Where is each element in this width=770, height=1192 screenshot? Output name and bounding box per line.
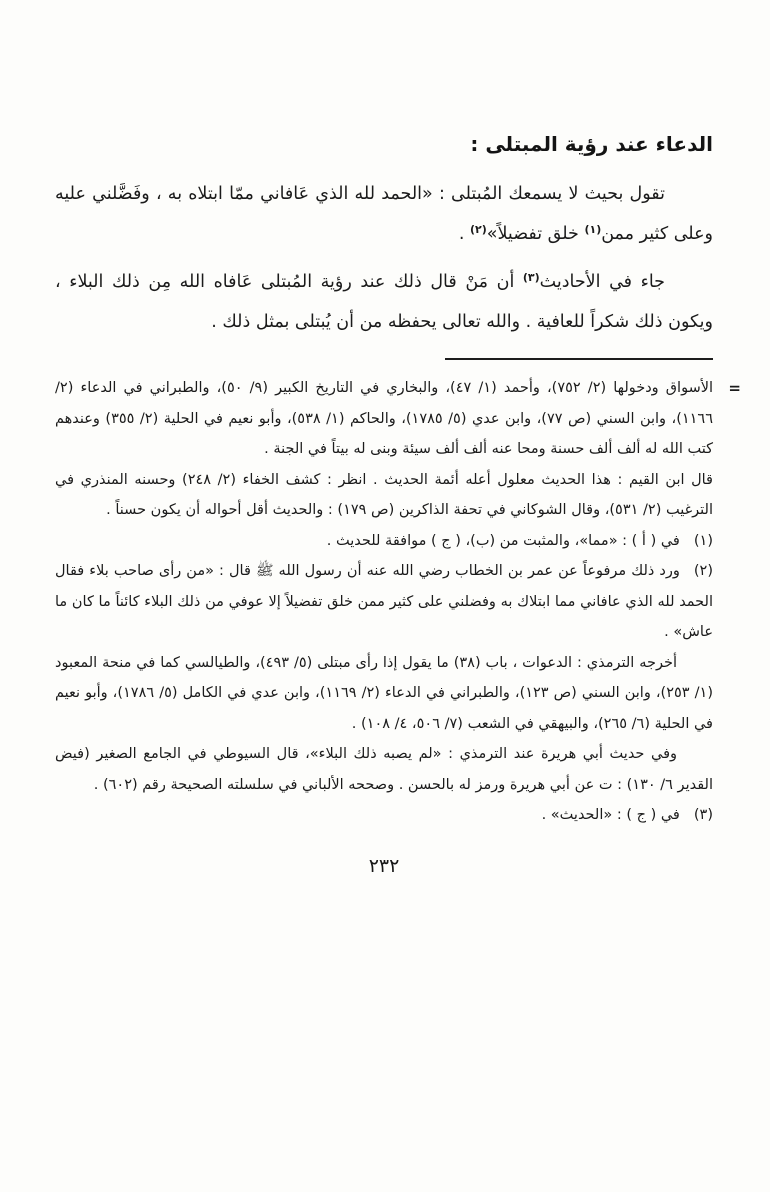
footnote-item-3 (55, 800, 713, 831)
footnote-2-marker: (٢) (693, 563, 713, 579)
body-paragraph-2-text: أن مَنْ قال ذلك عند رؤية المُبتلى عَافاه الله مِن ذلك البلاء ، ويكون ذلك شكراً للعافية . والله تعالى يحفظه من أن يُبتلى بمثل ذلك . (55, 272, 713, 332)
footnotes-section (55, 373, 741, 831)
footnote-continuation-paragraph: الأسواق ودخولها (٢/ ٧٥٢)، وأحمد (١/ ٤٧)، والبخاري في التاريخ الكبير (٩/ ٥٠)، والطبراني في الدعاء (٢/ ١١٦٦)، وابن السني (ص ٧٧)، وابن عدي (٥/ ١٧٨٥)، والحاكم (١/ ٥٣٨)، وأبو نعيم في الحلية (٢/ ٣٥٥) وعندهم كتب الله له ألف ألف حسنة ومحا عنه ألف ألف سيئة وبنى له بيتاً في الجنة . (55, 380, 714, 457)
footnote-1-body: في ( أ ) : «مما»، والمثبت من (ب)، ( ج ) موافقة للحديث . (326, 532, 680, 549)
footnote-1-text (55, 526, 713, 557)
footnote-continuation-paragraph: قال ابن القيم : هذا الحديث معلول أعله أئمة الحديث . انظر : كشف الخفاء (٢/ ٢٤٨) وحسنه المنذري في الترغيب (٢/ ٥٣١)، وقال الشوكاني في تحفة الذاكرين (ص ١٧٩) : والحديث أقل أحواله أن يكون حسناً . (55, 471, 713, 518)
footnote-2-sub-paragraph: وفي حديث أبي هريرة عند الترمذي : «لم يصبه ذلك البلاء»، قال السيوطي في الجامع الصغير (فيض القدير ٦/ ١٣٠) : ت عن أبي هريرة ورمز له بالحسن . وصححه الألباني في سلسلته الصحيحة رقم (٦٠٢) . (55, 746, 713, 793)
footnote-item-1 (55, 526, 713, 557)
footnote-3-text (55, 800, 713, 831)
body-paragraph-1 (55, 174, 713, 254)
footnote-item-2 (55, 556, 713, 800)
footnote-3-marker: (٣) (693, 807, 713, 823)
footnote-1-marker: (١) (693, 532, 713, 549)
body-paragraph-1-text: تقول بحيث لا يسمعك المُبتلى : «الحمد لله الذي عَافاني ممّا ابتلاه به ، وفَضَّلني عليه وعلى كثير ممن (55, 184, 713, 244)
footnote-divider (445, 358, 713, 360)
continuation-marker: = (728, 379, 741, 397)
footnote-2-sub-paragraph: أخرجه الترمذي : الدعوات ، باب (٣٨) ما يقول إذا رأى مبتلى (٥/ ٤٩٣)، والطيالسي كما في منحة المعبود (١/ ٢٥٣)، وابن السني (ص ١٢٣)، والطبراني في الدعاء (٢/ ١١٦٩)، وابن عدي في الكامل (٥/ ١٧٨٦)، وأبو نعيم في الحلية (٦/ ٢٦٥)، والبيهقي في الشعب (٧/ ٥٠٦، ٤/ ١٠٨) . (55, 654, 713, 732)
body-text (55, 174, 713, 342)
body-paragraph-2 (55, 262, 713, 342)
footnote-2-text (55, 556, 713, 648)
footnote-ref-2: (٢) (470, 223, 487, 236)
footnote-ref-1: (١) (584, 223, 602, 236)
body-paragraph-1-text: . (458, 224, 470, 244)
footnote-ref-3: (٣) (522, 271, 540, 284)
section-heading: الدعاء عند رؤية المبتلى : (470, 132, 713, 156)
footnote-3-body: في ( ج ) : «الحديث» . (541, 807, 680, 823)
footnote-continuation (55, 373, 741, 526)
footnote-2-body: ورد ذلك مرفوعاً عن عمر بن الخطاب رضي الله عنه أن رسول الله ﷺ قال : «من رأى صاحب بلاء فقال الحمد لله الذي عافاني مما ابتلاك به وفضلني على كثير ممن خلق تفضيلاً إلا عوفي من ذلك البلاء كائناً ما كان ما عاش» . (55, 563, 713, 640)
body-paragraph-1-text: خلق تفضيلاً» (486, 224, 585, 244)
page-number: ٢٣٢ (368, 854, 400, 877)
body-paragraph-2-text: جاء في الأحاديث (539, 272, 665, 292)
